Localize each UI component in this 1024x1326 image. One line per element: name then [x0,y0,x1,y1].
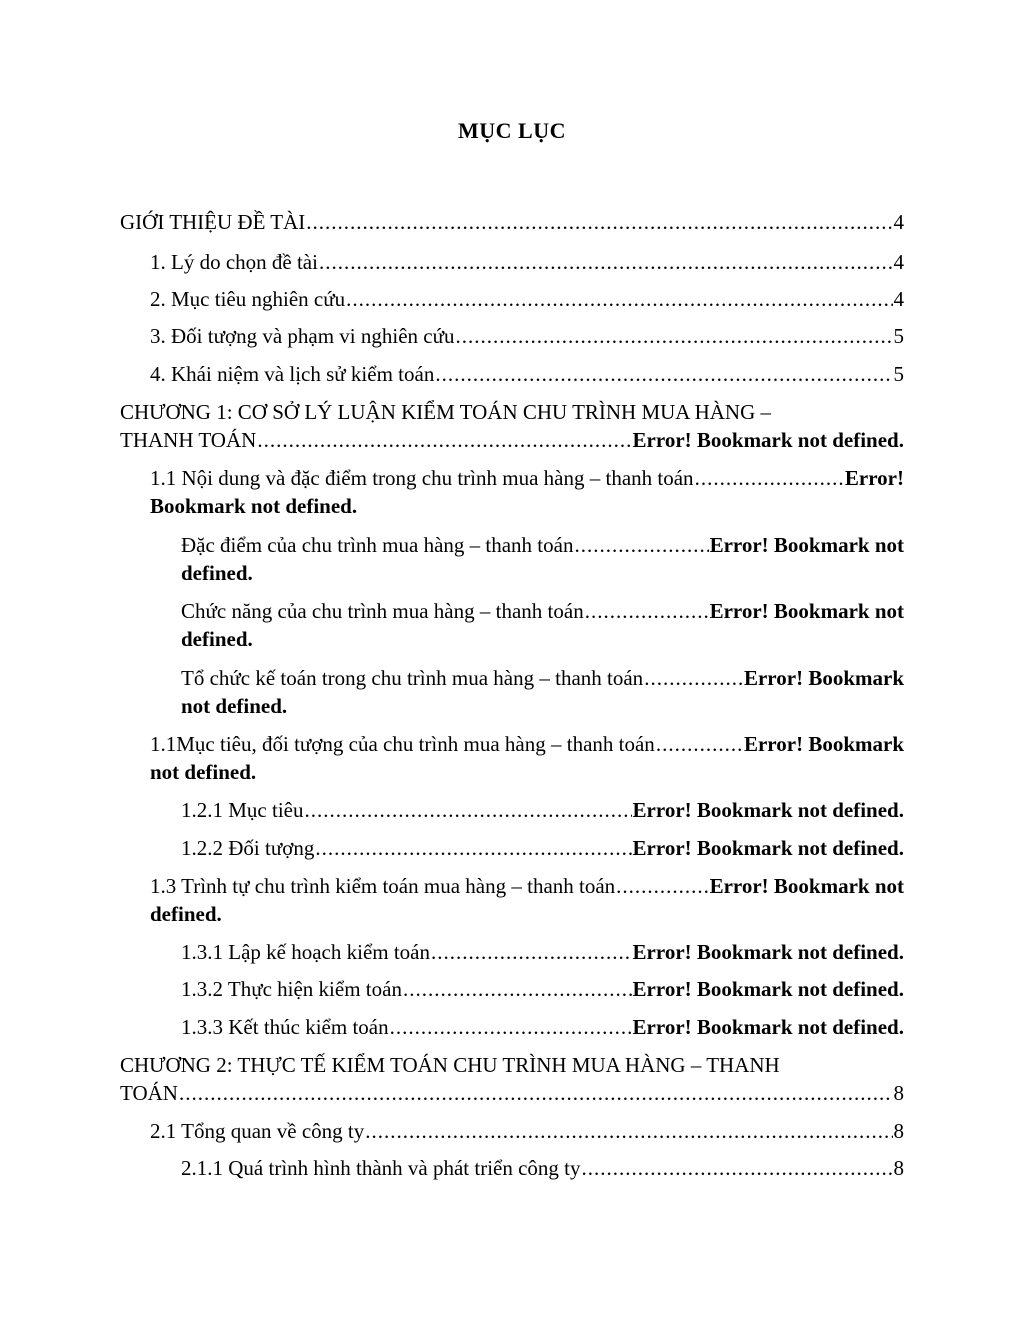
toc-entry-2-1-1[interactable]: 2.1.1 Quá trình hình thành và phát triển công ty ..... 8 [120,1154,904,1182]
dot-leader [390,1013,632,1041]
toc-entry-chapter-1[interactable]: CHƯƠNG 1: CƠ SỞ LÝ LUẬN KIỂM TOÁN CHU TRÌNH MUA HÀNG – THANH TOÁN ..... Error! Bookmark not defined. [120,398,904,454]
toc-entry-1-2[interactable]: 1.1Mục tiêu, đối tượng của chu trình mua hàng – thanh toán ..... Error! Bookmark not defined. [120,730,904,786]
dot-leader [304,796,631,824]
dot-leader [616,872,708,900]
dot-leader [431,938,632,966]
toc-entry-1-3[interactable]: 1.3 Trình tự chu trình kiểm toán mua hàng – thanh toán ..... Error! Bookmark not defined. [120,872,904,928]
dot-leader [585,597,709,625]
dot-leader [656,730,743,758]
dot-leader [695,464,844,492]
dot-leader [403,975,632,1003]
toc-entry-scope[interactable]: 3. Đối tượng và phạm vi nghiên cứu ..... 5 [120,322,904,350]
dot-leader [346,285,892,313]
toc-entry-1-2-2[interactable]: 1.2.2 Đối tượng ..... Error! Bookmark not defined. [120,834,904,862]
toc-entry-2-1[interactable]: 2.1 Tổng quan về công ty ..... 8 [120,1117,904,1145]
page-title: MỤC LỤC [458,118,566,143]
dot-leader [435,360,892,388]
dot-leader [179,1079,893,1107]
toc-entry-1-1[interactable]: 1.1 Nội dung và đặc điểm trong chu trình mua hàng – thanh toán ..... Error! Bookmark not defined. [120,464,904,520]
dot-leader [582,1154,893,1182]
toc-entry-characteristics[interactable]: Đặc điểm của chu trình mua hàng – thanh toán ..... Error! Bookmark not defined. [120,531,904,587]
toc-entry-1-3-3[interactable]: 1.3.3 Kết thúc kiểm toán ..... Error! Bookmark not defined. [120,1013,904,1041]
toc-entry-accounting-organization[interactable]: Tổ chức kế toán trong chu trình mua hàng – thanh toán ..... Error! Bookmark not defined. [120,664,904,720]
toc-entry-1-3-2[interactable]: 1.3.2 Thực hiện kiểm toán ..... Error! Bookmark not defined. [120,975,904,1003]
dot-leader [644,664,743,692]
dot-leader [257,426,631,454]
dot-leader [315,834,631,862]
dot-leader [365,1117,892,1145]
toc-entry-1-2-1[interactable]: 1.2.1 Mục tiêu ..... Error! Bookmark not defined. [120,796,904,824]
toc-entry-functions[interactable]: Chức năng của chu trình mua hàng – thanh toán ..... Error! Bookmark not defined. [120,597,904,653]
toc-entry-reason[interactable]: 1. Lý do chọn đề tài ..... 4 [120,248,904,276]
toc-entry-objectives[interactable]: 2. Mục tiêu nghiên cứu ..... 4 [120,285,904,313]
dot-leader [456,322,893,350]
toc-entry-intro[interactable]: GIỚI THIỆU ĐỀ TÀI ..... 4 [120,208,904,236]
dot-leader [574,531,708,559]
toc-entry-concepts[interactable]: 4. Khái niệm và lịch sử kiểm toán ..... 5 [120,360,904,388]
dot-leader [319,248,893,276]
toc-entry-1-3-1[interactable]: 1.3.1 Lập kế hoạch kiểm toán ..... Error! Bookmark not defined. [120,938,904,966]
toc-entry-chapter-2[interactable]: CHƯƠNG 2: THỰC TẾ KIỂM TOÁN CHU TRÌNH MUA HÀNG – THANH TOÁN ..... 8 [120,1051,904,1107]
dot-leader [306,208,892,236]
